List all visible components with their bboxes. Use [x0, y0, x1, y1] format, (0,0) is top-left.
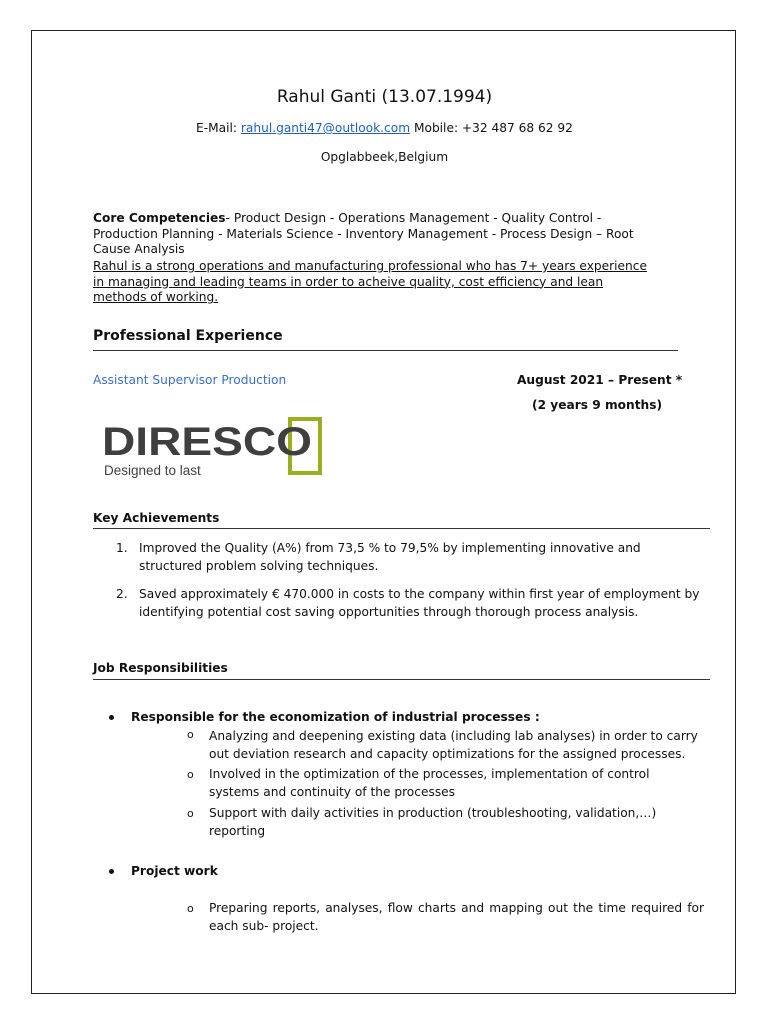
- job-title: Assistant Supervisor Production: [93, 373, 287, 387]
- responsibility-item: Preparing reports, analyses, flow charts and mapping out the time required for each sub- project.: [209, 901, 704, 933]
- svg-text:Designed to last: Designed to last: [104, 463, 201, 478]
- job-responsibilities-title: Job Responsibilities: [93, 661, 228, 675]
- achievement-number: 1.: [116, 541, 128, 555]
- email-link[interactable]: rahul.ganti47@outlook.com: [240, 121, 411, 135]
- bullet-icon: [109, 715, 114, 720]
- resume-page: [31, 30, 736, 994]
- responsibility-heading: Responsible for the economization of industrial processes :: [131, 710, 540, 724]
- profile-summary: Rahul is a strong operations and manufacturing professional who has 7+ years experience in managing and leading teams in order to acheive quality, cost efficiency and lean methods of working.: [93, 259, 647, 305]
- responsibility-item: Involved in the optimization of the processes, implementation of control systems and continuity of the processes: [209, 767, 650, 799]
- responsibility-heading: Project work: [131, 864, 218, 878]
- sub-bullet-icon: o: [187, 807, 194, 820]
- achievement-item: Saved approximately € 470.000 in costs to the company within first year of employment by identifying potential cost saving opportunities through thorough process analysis.: [139, 587, 700, 619]
- bullet-icon: [109, 869, 114, 874]
- job-duration: (2 years 9 months): [532, 398, 663, 412]
- core-competencies: [93, 211, 653, 258]
- contact-line: [32, 121, 737, 135]
- job-dates: August 2021 – Present *: [517, 373, 683, 387]
- responsibilities-divider: [93, 679, 710, 680]
- competencies-text: - Product Design - Operations Management - Quality Control - Production Planning - Materials Science - Inventory Management - Process Design – Root Cause Analysis: [93, 211, 634, 257]
- responsibility-item: Support with daily activities in production (troubleshooting, validation,…) reporting: [209, 806, 657, 838]
- section-title-experience: Professional Experience: [93, 328, 283, 344]
- achievement-number: 2.: [116, 587, 128, 601]
- key-achievements-title: Key Achievements: [93, 511, 220, 525]
- mobile-number: Mobile: +32 487 68 62 92: [410, 121, 573, 135]
- sub-bullet-icon: o: [187, 902, 194, 915]
- responsibility-item: Analyzing and deepening existing data (including lab analyses) in order to carry out deviation research and capacity optimizations for the assigned processes.: [209, 729, 698, 761]
- svg-text:DIRESCO: DIRESCO: [102, 420, 312, 464]
- section-divider: [93, 350, 678, 351]
- achievement-item: Improved the Quality (A%) from 73,5 % to 79,5% by implementing innovative and structured problem solving techniques.: [139, 541, 641, 573]
- location: Opglabbeek,Belgium: [320, 150, 449, 164]
- sub-bullet-icon: o: [187, 728, 194, 741]
- email-label: E-Mail:: [196, 121, 241, 135]
- candidate-name: Rahul Ganti (13.07.1994): [276, 87, 493, 107]
- achievements-divider: [93, 528, 710, 529]
- diresco-logo: [102, 417, 324, 479]
- competencies-label: Core Competencies: [93, 211, 226, 225]
- sub-bullet-icon: o: [187, 768, 194, 781]
